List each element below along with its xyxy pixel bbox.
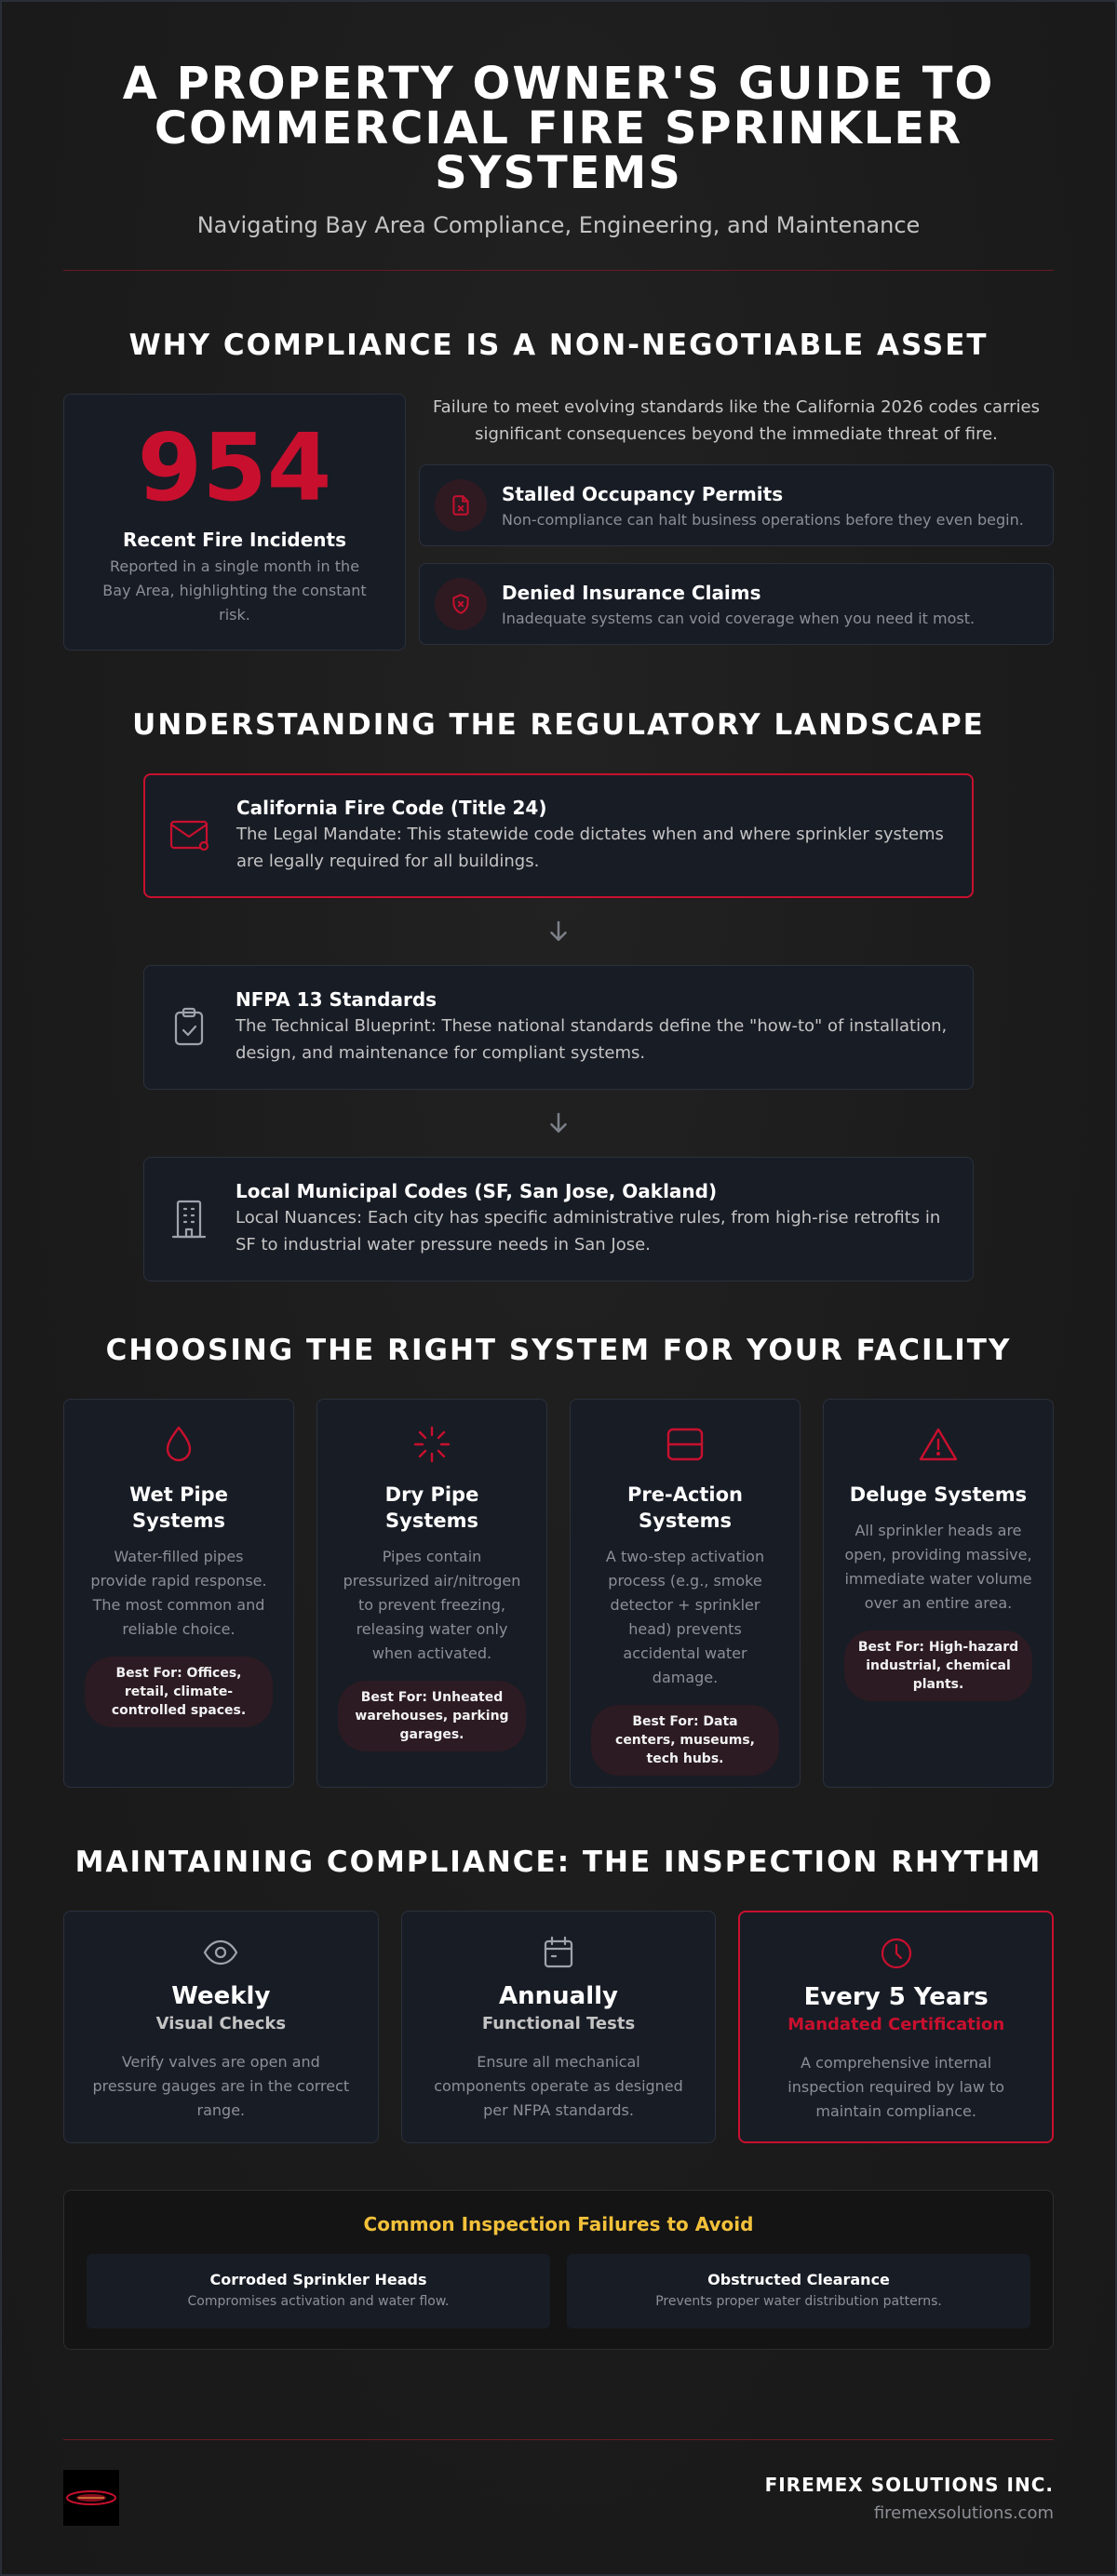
- inspection-subtitle: Functional Tests: [481, 2014, 636, 2033]
- content-wrapper: [63, 2, 1054, 2526]
- system-title: Pre-Action Systems: [626, 1483, 744, 1532]
- failure-item: [87, 2254, 550, 2328]
- title-line-2: COMMERCIAL FIRE SPRINKLER: [154, 102, 963, 154]
- failure-description: Prevents proper water distribution patterns.: [655, 2294, 942, 2309]
- regulatory-title: UNDERSTANDING THE REGULATORY LANDSCAPE: [132, 708, 985, 742]
- failure-item: [567, 2254, 1030, 2328]
- system-description: Pipes contain pressurized air/nitrogen to prevent freezing, releasing water only when activated.: [343, 1548, 521, 1662]
- inspection-description: Verify valves are open and pressure gauges are in the correct range.: [92, 2053, 350, 2119]
- compliance-section: [63, 329, 1054, 651]
- system-card-dry-pipe: [316, 1399, 547, 1788]
- header-divider: [63, 270, 1054, 271]
- page-subtitle: Navigating Bay Area Compliance, Engineering, and Maintenance: [196, 212, 921, 238]
- system-best-for: Best For: Unheated warehouses, parking garages.: [338, 1681, 526, 1751]
- footer: [63, 2470, 1054, 2526]
- systems-row: [63, 1399, 1054, 1788]
- system-best-for: Best For: High-hazard industrial, chemical plants.: [844, 1630, 1032, 1701]
- stat-description: Reported in a single month in the Bay Area, highlighting the constant risk.: [102, 557, 367, 624]
- systems-title: CHOOSING THE RIGHT SYSTEM FOR YOUR FACILITY: [105, 1334, 1012, 1367]
- inspection-title: Every 5 Years: [803, 1983, 989, 2011]
- system-card-wet-pipe: [63, 1399, 294, 1788]
- reg-title: NFPA 13 Standards: [236, 988, 437, 1011]
- system-title: Wet Pipe Systems: [129, 1483, 228, 1532]
- system-best-for: Best For: Offices, retail, climate-controlled spaces.: [85, 1657, 273, 1727]
- inspection-title: Annually: [499, 1982, 618, 2010]
- clock-icon: [740, 1935, 1052, 1972]
- droplet-icon: [85, 1422, 273, 1467]
- clipboard-check-icon: [167, 1007, 211, 1048]
- failure-title: Obstructed Clearance: [707, 2271, 890, 2288]
- inspection-title: Weekly: [171, 1982, 271, 2010]
- server-icon: [591, 1422, 779, 1467]
- company-name: FIREMEX SOLUTIONS INC.: [764, 2473, 1054, 2496]
- failures-row: [87, 2254, 1030, 2328]
- risk-text: [502, 582, 975, 627]
- system-title: Deluge Systems: [849, 1483, 1028, 1506]
- reg-title: California Fire Code (Title 24): [236, 797, 547, 819]
- reg-card-nfpa: [143, 965, 974, 1090]
- compliance-risks: [419, 394, 1054, 651]
- systems-section: [63, 1334, 1054, 1788]
- regulatory-section: [63, 708, 1054, 1281]
- failures-title: Common Inspection Failures to Avoid: [363, 2213, 754, 2235]
- building-icon: [167, 1199, 211, 1240]
- risk-card-permits: [419, 464, 1054, 546]
- title-line-3: SYSTEMS: [435, 147, 682, 199]
- stat-value: 954: [137, 413, 332, 522]
- inspection-card-weekly: [63, 1911, 379, 2143]
- system-description: All sprinkler heads are open, providing massive, immediate water volume over an entire area.: [844, 1522, 1032, 1612]
- inspection-title: MAINTAINING COMPLIANCE: THE INSPECTION RHYTHM: [74, 1845, 1043, 1879]
- inspection-subtitle: Visual Checks: [155, 2014, 287, 2033]
- system-description: Water-filled pipes provide rapid response. The most common and reliable choice.: [90, 1548, 267, 1638]
- failure-description: Compromises activation and water flow.: [187, 2294, 450, 2309]
- snowflake-icon: [338, 1422, 526, 1467]
- mail-icon: [168, 817, 212, 854]
- shield-icon: [435, 578, 487, 630]
- stat-card: [63, 394, 406, 651]
- calendar-icon: [402, 1934, 716, 1971]
- risk-card-insurance: [419, 563, 1054, 645]
- company-url[interactable]: firemexsolutions.com: [873, 2502, 1054, 2523]
- risk-title: Denied Insurance Claims: [502, 581, 761, 604]
- reg-description: Local Nuances: Each city has specific administrative rules, from high-rise retrofits in SF to industrial water pressure needs in San Jose.: [236, 1208, 941, 1254]
- compliance-row: [63, 394, 1054, 651]
- compliance-intro: Failure to meet evolving standards like the California 2026 codes carries significant consequences beyond the immediate threat of fire.: [432, 397, 1041, 444]
- reg-card-municipal: [143, 1157, 974, 1281]
- eye-icon: [64, 1934, 378, 1971]
- regulatory-list: [143, 773, 974, 1281]
- compliance-title: WHY COMPLIANCE IS A NON-NEGOTIABLE ASSET: [128, 329, 989, 362]
- reg-card-california: [143, 773, 974, 898]
- reg-text: [236, 1180, 950, 1258]
- footer-divider: [63, 2439, 1054, 2440]
- document-icon: [435, 479, 487, 531]
- company-logo: [63, 2470, 119, 2526]
- risk-description: Non-compliance can halt business operations before they even begin.: [502, 510, 1024, 529]
- system-card-pre-action: [570, 1399, 801, 1788]
- arrow-down-icon: [143, 898, 974, 965]
- arrow-down-icon: [143, 1090, 974, 1157]
- inspection-subtitle: Mandated Certification: [787, 2015, 1005, 2034]
- inspection-card-five-years: [738, 1911, 1054, 2143]
- title-line-1: A PROPERTY OWNER'S GUIDE TO: [122, 58, 995, 110]
- hero: [63, 2, 1054, 271]
- brand-block: [765, 2474, 1054, 2523]
- inspection-description: A comprehensive internal inspection required by law to maintain compliance.: [787, 2054, 1005, 2120]
- risk-title: Stalled Occupancy Permits: [502, 482, 784, 505]
- reg-description: The Legal Mandate: This statewide code dictates when and where sprinkler systems are legally required for all buildings.: [236, 825, 944, 871]
- inspection-section: [63, 1845, 1054, 2350]
- risk-description: Inadequate systems can void coverage when you need it most.: [502, 609, 976, 627]
- reg-text: [236, 797, 949, 875]
- system-title: Dry Pipe Systems: [384, 1483, 479, 1532]
- inspection-row: [63, 1911, 1054, 2143]
- inspection-card-annually: [401, 1911, 717, 2143]
- page-title: [63, 58, 1054, 199]
- reg-text: [236, 988, 950, 1067]
- alert-triangle-icon: [844, 1422, 1032, 1467]
- risk-text: [502, 483, 1024, 529]
- failure-title: Corroded Sprinkler Heads: [209, 2271, 427, 2288]
- system-best-for: Best For: Data centers, museums, tech hubs.: [591, 1705, 779, 1776]
- system-card-deluge: [823, 1399, 1054, 1788]
- inspection-description: Ensure all mechanical components operate as designed per NFPA standards.: [434, 2053, 683, 2119]
- reg-title: Local Municipal Codes (SF, San Jose, Oakland): [236, 1180, 718, 1202]
- system-description: A two-step activation process (e.g., smoke detector + sprinkler head) prevents accidental water damage.: [605, 1548, 765, 1686]
- reg-description: The Technical Blueprint: These national standards define the "how-to" of installation, design, and maintenance for compliant systems.: [236, 1016, 948, 1063]
- failures-box: [63, 2190, 1054, 2350]
- stat-label: Recent Fire Incidents: [122, 529, 347, 551]
